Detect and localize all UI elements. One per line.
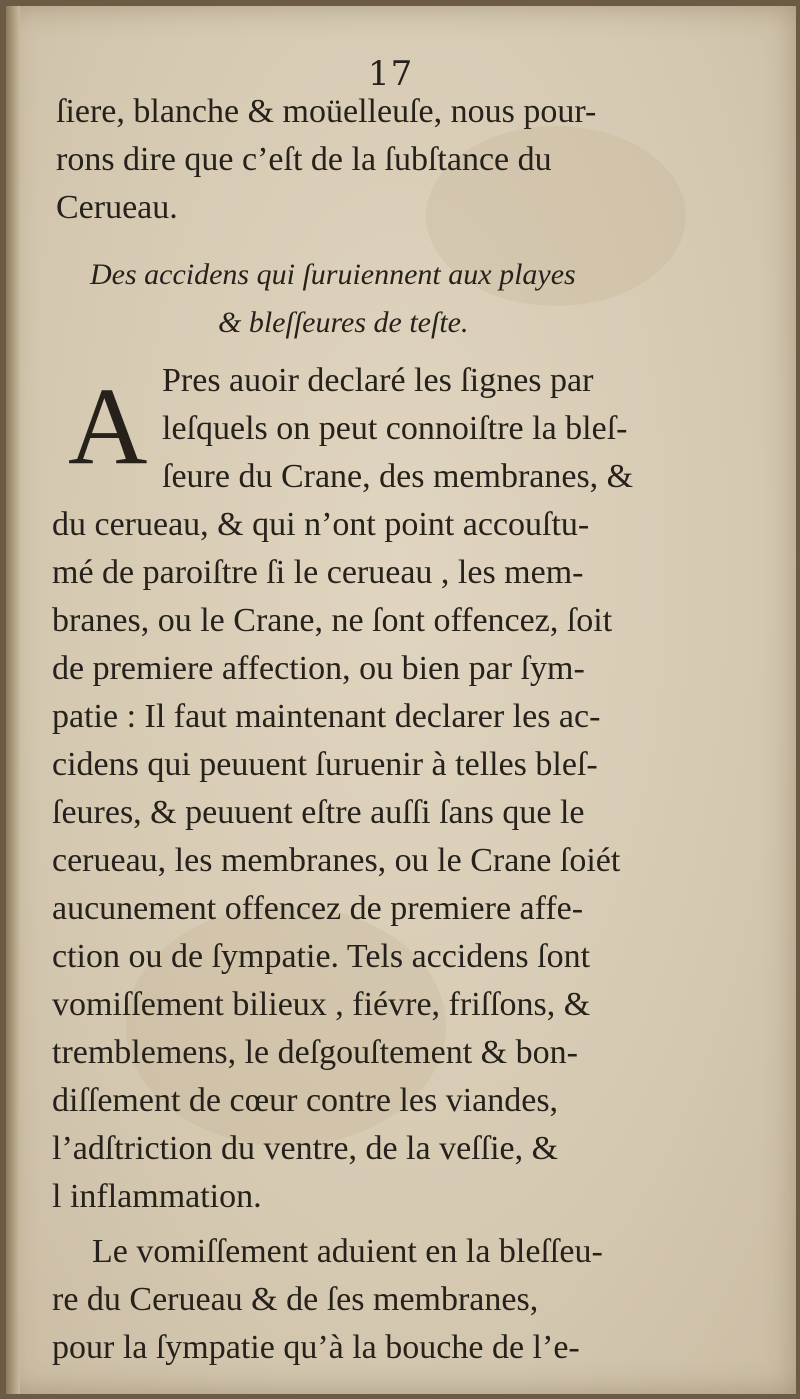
text-line: re du Cerueau & de ſes membranes, <box>52 1281 539 1318</box>
text-line: Pres auoir declaré les ſignes par <box>162 362 594 399</box>
book-page <box>6 6 796 1394</box>
text-line: cidens qui peuuent ſuruenir à telles bleſ- <box>52 746 598 783</box>
text-line: Cerueau. <box>56 189 178 226</box>
text-line: tremblemens, le deſgouſtement & bon- <box>52 1034 578 1071</box>
text-line: ſeures, & peuuent eſtre auſſi ſans que le <box>52 794 585 831</box>
text-line: diſſement de cœur contre les viandes, <box>52 1082 559 1119</box>
text-line: rons dire que c’eſt de la ſubſtance du <box>56 141 552 178</box>
text-line: de premiere affection, ou bien par ſym- <box>52 650 585 687</box>
text-line: l’adſtriction du ventre, de la veſſie, & <box>52 1130 559 1167</box>
text-line: aucunement offencez de premiere affe- <box>52 890 584 927</box>
text-line: patie : Il faut maintenant declarer les ac- <box>52 698 601 735</box>
text-line: cerueau, les membranes, ou le Crane ſoiét <box>52 842 621 879</box>
text-line: vomiſſement bilieux , fiévre, friſſons, & <box>52 986 591 1023</box>
text-line: du cerueau, & qui n’ont point accouſtu- <box>52 506 590 543</box>
text-line: leſquels on peut connoiſtre la bleſ- <box>162 410 628 447</box>
drop-cap: A <box>68 365 148 487</box>
text-line: branes, ou le Crane, ne ſont offencez, ſoit <box>52 602 613 639</box>
page-spine-edge <box>6 6 20 1394</box>
text-line: pour la ſympatie qu’à la bouche de l’e- <box>52 1329 580 1366</box>
section-heading-line-2: & bleſſeures de teſte. <box>218 306 469 339</box>
text-line: ction ou de ſympatie. Tels accidens ſont <box>52 938 591 975</box>
text-line: mé de paroiſtre ſi le cerueau , les mem- <box>52 554 584 591</box>
text-line: Le vomiſſement aduient en la bleſſeu- <box>92 1233 603 1270</box>
section-heading-line-1: Des accidens qui ſuruiennent aux playes <box>90 258 576 291</box>
text-line: ſiere, blanche & moüelleuſe, nous pour- <box>56 93 597 130</box>
page-number: 17 <box>368 54 414 94</box>
text-line: ſeure du Crane, des membranes, & <box>162 458 634 495</box>
text-line: l inflammation. <box>52 1178 262 1215</box>
